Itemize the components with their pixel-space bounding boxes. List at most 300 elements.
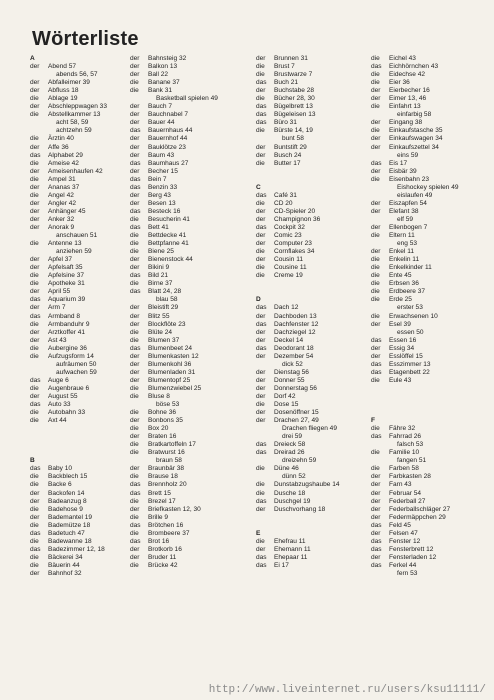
word-with-pages: Farbkasten 28 <box>389 473 431 481</box>
word-with-pages: Etagenbett 22 <box>389 368 430 376</box>
article: die <box>30 352 39 360</box>
word-entry <box>130 176 250 184</box>
article: die <box>30 344 39 352</box>
article: der <box>371 167 381 175</box>
word-entry <box>256 377 376 385</box>
article: der <box>371 513 381 521</box>
word-entry <box>130 240 250 248</box>
word-with-pages: elf 59 <box>397 215 414 223</box>
word-with-pages: Enkel 11 <box>389 248 414 256</box>
article: die <box>130 232 139 240</box>
word-with-pages: Comic 23 <box>274 232 302 240</box>
article: das <box>30 545 41 553</box>
article: das <box>371 433 382 441</box>
word-with-pages: Dosenöffner 15 <box>274 409 319 417</box>
article: die <box>130 425 139 433</box>
word-with-pages: Blumentopf 25 <box>148 376 191 384</box>
word-entry <box>256 248 376 256</box>
article: der <box>30 328 40 336</box>
word-with-pages: Angel 42 <box>48 191 74 199</box>
word-with-pages: Fähre 32 <box>389 425 416 433</box>
article: der <box>371 320 381 328</box>
word-entry <box>256 79 376 87</box>
word-entry <box>256 345 376 353</box>
article: das <box>30 401 41 409</box>
word-entry <box>130 135 250 143</box>
article: das <box>130 489 141 497</box>
word-entry <box>256 200 376 208</box>
section-letter: A <box>30 55 35 62</box>
word-with-pages: Enkelkinder 11 <box>389 264 432 272</box>
article: die <box>371 264 380 272</box>
word-entry <box>130 465 250 473</box>
word-entry <box>130 256 250 264</box>
word-entry <box>130 152 250 160</box>
word-entry <box>256 272 376 280</box>
word-with-pages: Erwachsenen 10 <box>389 312 438 320</box>
article: die <box>30 240 39 248</box>
article: der <box>256 409 266 417</box>
article: der <box>256 256 266 264</box>
word-entry <box>130 111 250 119</box>
word-entry <box>130 538 250 546</box>
word-entry <box>256 449 376 457</box>
article: die <box>30 521 39 529</box>
word-with-pages: Dachziegel 12 <box>274 328 316 336</box>
word-entry <box>256 192 376 200</box>
article: die <box>371 175 380 183</box>
word-with-pages: Bett 41 <box>148 223 169 231</box>
word-entry <box>371 522 491 530</box>
article: das <box>30 296 41 304</box>
article: die <box>30 473 39 481</box>
article: der <box>371 95 381 103</box>
word-with-pages: Auto 33 <box>48 401 71 409</box>
word-entry <box>256 63 376 71</box>
article: der <box>130 465 140 473</box>
word-with-pages: Biene 25 <box>148 248 174 256</box>
word-with-pages: Banane 37 <box>148 79 180 87</box>
article: der <box>130 191 140 199</box>
word-entry <box>256 385 376 393</box>
word-with-pages: Blumen 37 <box>148 336 180 344</box>
word-entry <box>130 224 250 232</box>
word-entry <box>130 337 250 345</box>
article: die <box>256 248 265 256</box>
word-with-pages: Ferkel 44 <box>389 561 417 569</box>
article: der <box>130 553 140 561</box>
article: die <box>130 529 139 537</box>
article: der <box>256 55 266 62</box>
article: der <box>30 103 40 111</box>
word-with-pages: Ei 17 <box>274 561 289 569</box>
section-letter: D <box>256 296 261 304</box>
word-entry <box>130 216 250 224</box>
word-entry <box>130 321 250 329</box>
word-entry <box>256 369 376 377</box>
word-entry <box>256 329 376 337</box>
word-with-pages: Ball 22 <box>148 71 169 79</box>
article: das <box>130 127 141 135</box>
word-with-pages: Fensterbrett 12 <box>389 545 434 553</box>
word-with-pages: Brombeere 37 <box>148 529 190 537</box>
word-with-pages: aufräumen 50 <box>56 360 97 368</box>
word-entry <box>256 216 376 224</box>
word-with-pages: Besteck 16 <box>148 207 181 215</box>
word-with-pages: braun 58 <box>156 457 182 465</box>
word-with-pages: Enkelin 11 <box>389 256 420 264</box>
article: das <box>130 537 141 545</box>
word-entry <box>256 232 376 240</box>
article: der <box>130 505 140 513</box>
article: der <box>130 71 140 79</box>
article: die <box>30 191 39 199</box>
word-entry <box>130 208 250 216</box>
word-entry <box>256 264 376 272</box>
section-gap <box>371 385 491 393</box>
article: der <box>130 304 140 312</box>
word-with-pages: Champignon 36 <box>274 215 321 223</box>
word-with-pages: Box 20 <box>148 425 169 433</box>
word-entry <box>256 417 376 425</box>
article: die <box>371 296 380 304</box>
article: der <box>130 199 140 207</box>
word-entry <box>256 321 376 329</box>
section-gap <box>371 393 491 401</box>
word-with-pages: Feld 45 <box>389 521 411 529</box>
word-with-pages: Angler 42 <box>48 199 77 207</box>
article: der <box>30 288 40 296</box>
article: der <box>371 497 381 505</box>
word-with-pages: Februar 54 <box>389 489 422 497</box>
article: der <box>256 336 266 344</box>
word-with-pages: Dachfenster 12 <box>274 320 319 328</box>
word-entry <box>256 152 376 160</box>
word-with-pages: Fahrrad 26 <box>389 433 422 441</box>
article: die <box>256 481 265 489</box>
article: das <box>30 312 41 320</box>
article: die <box>30 384 39 392</box>
word-with-pages: Eule 43 <box>389 376 412 384</box>
article: die <box>371 288 380 296</box>
word-entry <box>371 457 491 465</box>
word-with-pages: Eisenbahn 23 <box>389 175 430 183</box>
word-with-pages: Computer 23 <box>274 240 312 248</box>
word-with-pages: essen 50 <box>397 328 424 336</box>
word-with-pages: Dachboden 13 <box>274 312 317 320</box>
article: der <box>130 368 140 376</box>
word-with-pages: anziehen 59 <box>56 248 92 256</box>
article: das <box>130 272 141 280</box>
word-entry <box>256 409 376 417</box>
word-with-pages: Brennholz 20 <box>148 481 187 489</box>
word-with-pages: Federballschläger 27 <box>389 505 451 513</box>
word-with-pages: Federmäppchen 29 <box>389 513 446 521</box>
word-with-pages: Deodorant 18 <box>274 344 314 352</box>
article: die <box>256 199 265 207</box>
word-entry <box>130 127 250 135</box>
section-letter: B <box>30 457 35 465</box>
article: die <box>256 127 265 135</box>
word-with-pages: Aquarium 39 <box>48 296 86 304</box>
word-entry <box>371 111 491 119</box>
word-with-pages: Braunbär 38 <box>148 465 185 473</box>
article: die <box>130 561 139 569</box>
word-entry <box>371 216 491 224</box>
word-with-pages: Aubergine 36 <box>48 344 87 352</box>
word-with-pages: Felsen 47 <box>389 529 418 537</box>
word-with-pages: Dusche 18 <box>274 489 306 497</box>
word-entry <box>371 337 491 345</box>
word-entry <box>256 425 376 433</box>
word-with-pages: Birne 37 <box>148 280 173 288</box>
word-entry <box>256 119 376 127</box>
word-with-pages: Brezel 17 <box>148 497 176 505</box>
word-entry <box>130 184 250 192</box>
article: der <box>30 167 40 175</box>
article: der <box>130 55 140 62</box>
word-entry <box>256 465 376 473</box>
word-with-pages: Dose 15 <box>274 401 299 409</box>
article: das <box>371 537 382 545</box>
article: die <box>371 376 380 384</box>
word-with-pages: Creme 19 <box>274 272 303 280</box>
article: das <box>371 159 382 167</box>
word-entry <box>130 393 250 401</box>
article: der <box>371 223 381 231</box>
word-entry <box>256 208 376 216</box>
word-entry <box>130 192 250 200</box>
word-entry <box>371 87 491 95</box>
word-with-pages: Ehemann 11 <box>274 545 311 553</box>
word-column-2 <box>130 55 250 570</box>
word-with-pages: Armband 8 <box>48 312 81 320</box>
word-with-pages: Erde 25 <box>389 296 412 304</box>
word-with-pages: Esslöffel 15 <box>389 352 423 360</box>
word-entry <box>371 103 491 111</box>
word-entry <box>30 570 150 578</box>
article: das <box>30 465 41 473</box>
word-entry <box>371 200 491 208</box>
word-entry <box>371 506 491 514</box>
word-with-pages: Erdbeere 37 <box>389 288 426 296</box>
article: der <box>30 199 40 207</box>
word-entry <box>256 433 376 441</box>
word-with-pages: Besucherin 41 <box>148 215 190 223</box>
word-with-pages: Abstellkammer 13 <box>48 111 101 119</box>
word-with-pages: Essig 34 <box>389 344 415 352</box>
article: das <box>256 103 267 111</box>
article: der <box>30 513 40 521</box>
word-entry <box>371 71 491 79</box>
article: der <box>130 312 140 320</box>
article: der <box>371 489 381 497</box>
word-with-pages: falsch 53 <box>397 441 424 449</box>
word-with-pages: Auge 6 <box>48 376 69 384</box>
word-entry <box>371 425 491 433</box>
word-with-pages: Cornflakes 34 <box>274 248 315 256</box>
word-entry <box>371 224 491 232</box>
word-with-pages: Affe 36 <box>48 143 69 151</box>
article: der <box>30 336 40 344</box>
word-with-pages: eng 53 <box>397 240 418 248</box>
article: das <box>256 553 267 561</box>
article: der <box>371 199 381 207</box>
word-entry <box>371 441 491 449</box>
word-entry <box>130 514 250 522</box>
article: der <box>30 256 40 264</box>
word-with-pages: Eingang 38 <box>389 119 423 127</box>
article: der <box>130 151 140 159</box>
article: der <box>30 79 40 87</box>
word-column-3 <box>256 55 376 570</box>
word-entry <box>371 304 491 312</box>
word-entry <box>130 562 250 570</box>
word-with-pages: Blumenbeet 24 <box>148 344 193 352</box>
word-entry <box>130 425 250 433</box>
article: die <box>30 95 39 103</box>
article: die <box>256 272 265 280</box>
article: das <box>30 376 41 384</box>
word-with-pages: Dienstag 56 <box>274 368 309 376</box>
article: der <box>30 392 40 400</box>
word-with-pages: Blumenzwiebel 25 <box>148 384 202 392</box>
word-with-pages: Antenne 13 <box>48 240 82 248</box>
word-entry <box>371 152 491 160</box>
article: der <box>30 63 40 71</box>
article: das <box>130 288 141 296</box>
article: die <box>371 256 380 264</box>
word-with-pages: Aufzugsform 14 <box>48 352 94 360</box>
article: das <box>371 63 382 71</box>
word-entry <box>371 63 491 71</box>
word-entry <box>371 481 491 489</box>
word-with-pages: Baumhaus 27 <box>148 159 189 167</box>
section-gap <box>256 514 376 522</box>
word-with-pages: Eishockey spielen 49 <box>397 183 459 191</box>
word-with-pages: Bauklötze 23 <box>148 143 186 151</box>
article: der <box>371 352 381 360</box>
article: das <box>256 449 267 457</box>
article: die <box>371 280 380 288</box>
article: der <box>256 215 266 223</box>
word-entry <box>371 465 491 473</box>
word-with-pages: acht 58, 59 <box>56 119 89 127</box>
word-entry <box>371 160 491 168</box>
word-entry <box>371 184 491 192</box>
word-entry <box>130 385 250 393</box>
word-entry <box>130 160 250 168</box>
article: der <box>30 143 40 151</box>
article: das <box>30 151 41 159</box>
article: der <box>130 135 140 143</box>
article: der <box>30 183 40 191</box>
word-with-pages: Apotheke 31 <box>48 280 85 288</box>
article: die <box>371 425 380 433</box>
word-entry <box>256 111 376 119</box>
word-entry <box>256 457 376 465</box>
word-with-pages: Dreieck 58 <box>274 441 306 449</box>
article: der <box>371 505 381 513</box>
section-letter: C <box>256 183 261 191</box>
article: das <box>256 191 267 199</box>
article: der <box>130 320 140 328</box>
article: der <box>256 368 266 376</box>
article: die <box>256 489 265 497</box>
word-entry <box>256 71 376 79</box>
article: der <box>256 87 266 95</box>
article: das <box>130 223 141 231</box>
word-entry <box>130 119 250 127</box>
word-entry <box>130 168 250 176</box>
word-with-pages: Blatt 24, 28 <box>148 288 182 296</box>
word-with-pages: Becher 15 <box>148 167 178 175</box>
page-title: Wörterliste <box>32 28 139 50</box>
article: die <box>371 465 380 473</box>
word-with-pages: Essen 16 <box>389 336 417 344</box>
word-with-pages: Buchstabe 28 <box>274 87 315 95</box>
word-entry <box>130 409 250 417</box>
word-with-pages: Bild 21 <box>148 272 169 280</box>
word-with-pages: Baby 10 <box>48 465 73 473</box>
word-entry <box>130 506 250 514</box>
word-entry <box>371 433 491 441</box>
article: der <box>256 207 266 215</box>
word-entry <box>256 498 376 506</box>
article: die <box>371 232 380 240</box>
word-with-pages: Elefant 38 <box>389 207 419 215</box>
article: der <box>130 167 140 175</box>
article: das <box>371 545 382 553</box>
word-with-pages: Bruder 11 <box>148 553 177 561</box>
word-with-pages: achtzehn 59 <box>56 127 92 135</box>
word-with-pages: Dach 12 <box>274 304 299 312</box>
article: der <box>130 264 140 272</box>
word-with-pages: Bauernhaus 44 <box>148 127 193 135</box>
word-with-pages: Blumenkohl 36 <box>148 360 192 368</box>
word-with-pages: Abend 57 <box>48 63 77 71</box>
article: die <box>256 63 265 71</box>
article: der <box>256 545 266 553</box>
article: die <box>130 449 139 457</box>
word-entry <box>130 530 250 538</box>
article: das <box>130 183 141 191</box>
article: der <box>371 143 381 151</box>
word-with-pages: Bademantel 19 <box>48 513 93 521</box>
word-with-pages: Duschvorhang 18 <box>274 505 326 513</box>
word-entry <box>256 490 376 498</box>
article: die <box>30 409 39 417</box>
word-with-pages: Blumenladen 31 <box>148 368 196 376</box>
word-with-pages: Esszimmer 13 <box>389 360 431 368</box>
article: der <box>130 352 140 360</box>
article: die <box>371 449 380 457</box>
article: der <box>256 392 266 400</box>
word-with-pages: abends 56, 57 <box>56 71 98 79</box>
article: der <box>371 481 381 489</box>
word-entry <box>371 554 491 562</box>
article: die <box>130 441 139 449</box>
word-entry <box>130 554 250 562</box>
article: der <box>30 215 40 223</box>
section-letter: E <box>256 529 261 537</box>
word-with-pages: Brunnen 31 <box>274 55 308 62</box>
article: das <box>256 304 267 312</box>
article: das <box>256 111 267 119</box>
word-entry <box>130 103 250 111</box>
word-entry <box>130 144 250 152</box>
article: die <box>371 312 380 320</box>
